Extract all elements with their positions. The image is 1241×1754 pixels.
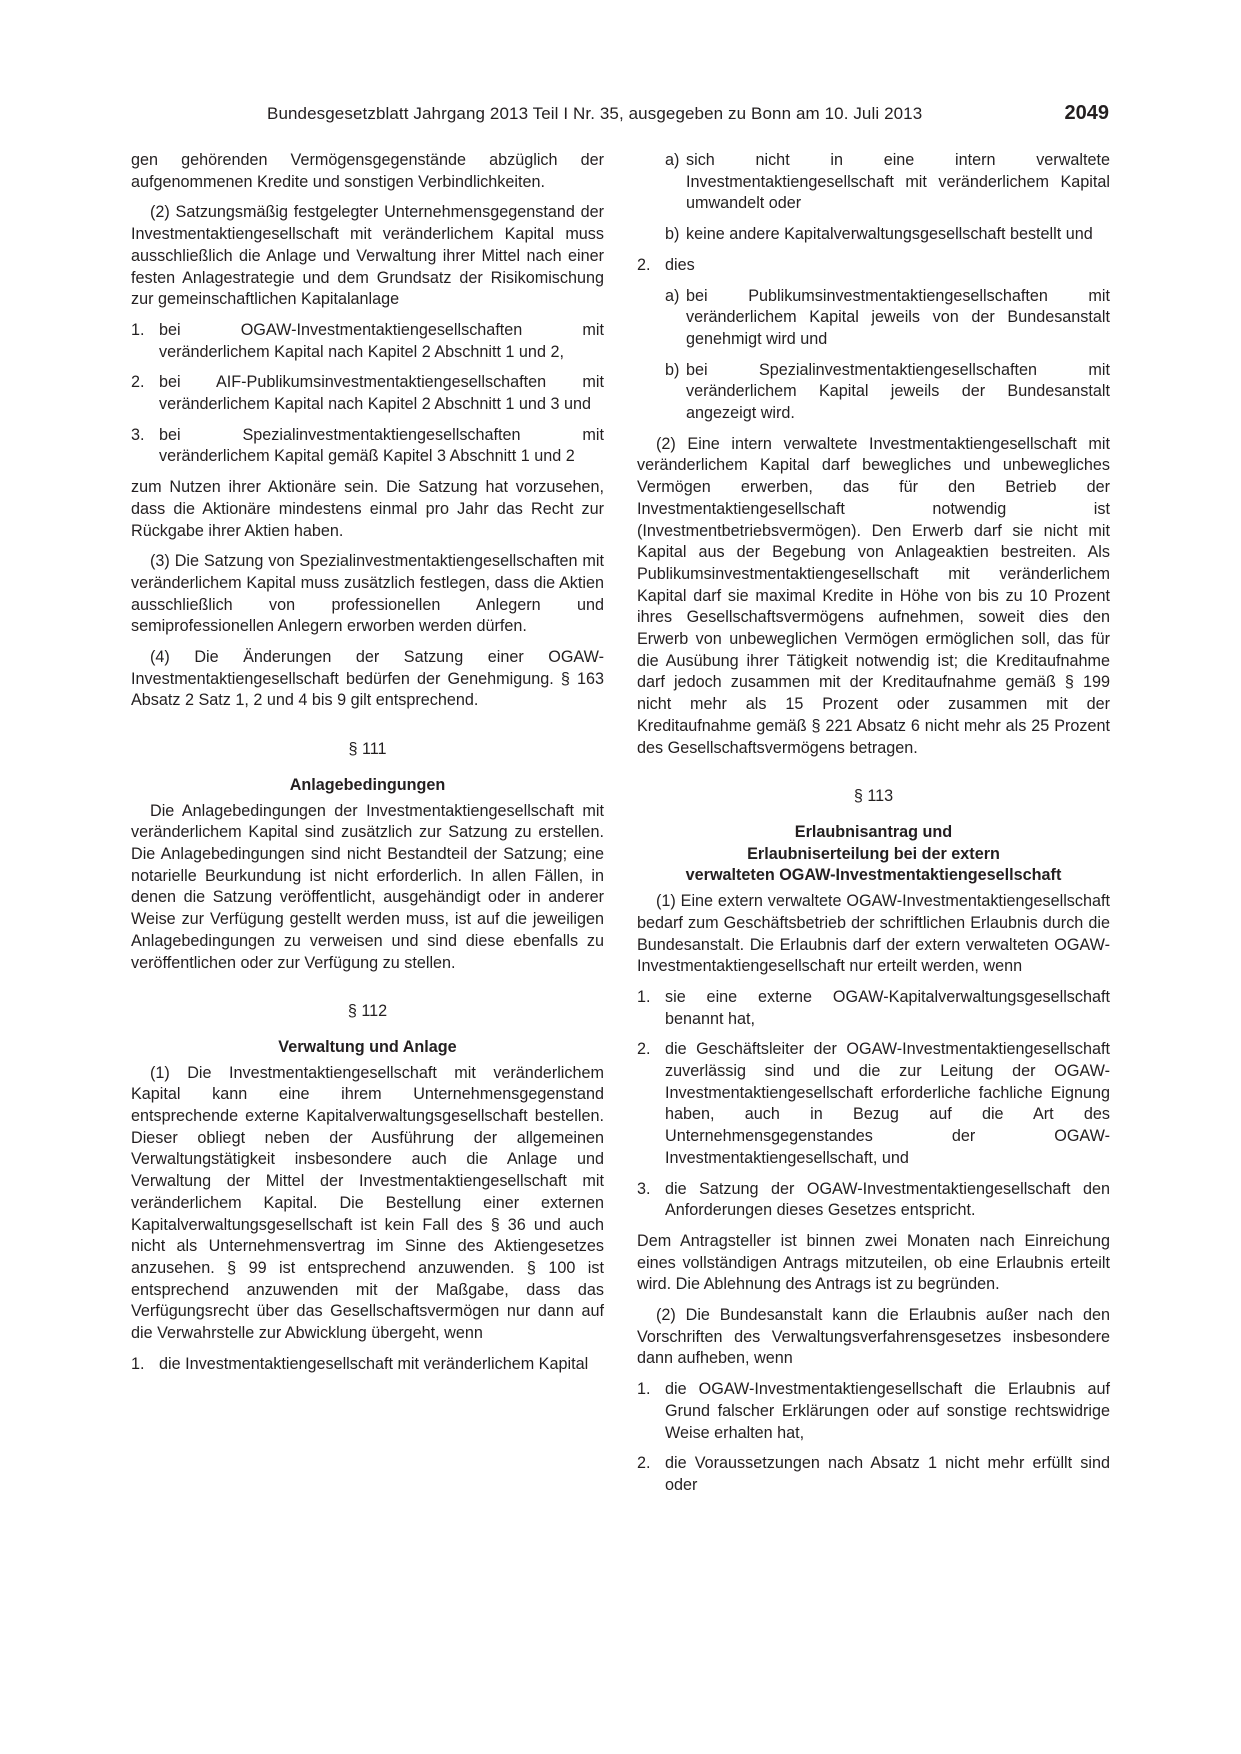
list-item <box>637 255 1110 277</box>
list-item <box>131 372 604 415</box>
sub-list-item-text: bei Publikumsinvestmentaktiengesellschaften mit veränderlichem Kapital jeweils von der Bundesanstalt genehmigt wird und <box>686 286 1110 348</box>
list-item-number: 2. <box>637 255 651 274</box>
list-item-text: die OGAW-Investmentaktiengesellschaft die Erlaubnis auf Grund falscher Erklärungen oder auf sonstige rechtswidrige Weise erhalten hat, <box>665 1380 1110 1442</box>
section-title-line: Erlaubnisantrag und <box>794 822 953 841</box>
sub-list-item-letter: b) <box>665 360 680 379</box>
paragraph: Die Anlagebedingungen der Investmentaktiengesellschaft mit veränderlichem Kapital sind zusätzlich zur Satzung zu erstellen. Die Anlagebedingungen sind nicht Bestandteil der Satzung; eine notarielle Beurkundung ist nicht erforderlich. In allen Fällen, in denen die Satzung veröffentlicht, ausgehändigt oder in anderer Weise zur Verfügung gestellt werden muss, ist auf die jeweiligen Anlagebedingungen zu verweisen und sind diese ebenfalls zu veröffentlichen oder zur Verfügung zu stellen. <box>131 801 604 972</box>
paragraph: (1) Die Investmentaktiengesellschaft mit veränderlichem Kapital kann eine ihrem Unternehmensgegenstand entsprechende externe Kapitalverwaltungsgesellschaft bestellen. Dieser obliegt neben der Ausführung der allgemeinen Verwaltungstätigkeit insbesondere auch die Anlage und Verwaltung der Mittel der Investmentaktiengesellschaft mit veränderlichem Kapital. Die Bestellung einer externen Kapitalverwaltungsgesellschaft ist kein Fall des § 36 und auch nicht als Unternehmensvertrag im Sinne des Aktiengesetzes anzusehen. § 99 ist entsprechend anzuwenden. § 100 ist entsprechend anzuwenden mit der Maßgabe, dass das Verfügungsrecht über das Gesellschaftsvermögen nur dann auf die Verwahrstelle zur Abwicklung übergeht, wenn <box>131 1063 604 1343</box>
section-title-line: Erlaubniserteilung bei der extern <box>747 844 1000 863</box>
list-item-text: die Investmentaktiengesellschaft mit veränderlichem Kapital <box>159 1354 589 1373</box>
list-item-text: sie eine externe OGAW-Kapitalverwaltungsgesellschaft benannt hat, <box>665 987 1110 1028</box>
sub-list-item-letter: a) <box>665 151 680 169</box>
left-column <box>131 150 604 1384</box>
sub-list-item <box>665 360 1110 425</box>
paragraph: (2) Satzungsmäßig festgelegter Unternehmensgegenstand der Investmentaktiengesellschaft mit veränderlichem Kapital muss ausschließlich die Anlage und Verwaltung ihrer Mittel nach einer festen Anlagestrategie und dem Grundsatz der Risikomischung zur gemeinschaftlichen Kapitalanlage <box>131 203 604 309</box>
paragraph: (2) Eine intern verwaltete Investmentaktiengesellschaft mit veränderlichem Kapital darf bewegliches und unbewegliches Vermögen erwerben, das für den Betrieb der Investmentaktiengesellschaft notwendig ist (Investmentbetriebsvermögen). Den Erwerb darf sie nicht mit Kapital aus der Begebung von Anlageaktien bestreiten. Als Publikumsinvestmentaktiengesellschaft mit veränderlichem Kapital darf sie maximal Kredite in Höhe von bis zu 10 Prozent ihres Gesellschaftsvermögens aufnehmen, soweit dies den Erwerb von unbeweglichen Vermögen ermöglichen soll, das für die Ausübung ihrer Tätigkeit notwendig ist; die Kreditaufnahme darf jedoch zusammen mit der Kreditaufnahme gemäß § 199 nicht mehr als 15 Prozent oder zusammen mit der Kreditaufnahme gemäß § 221 Absatz 6 nicht mehr als 25 Prozent des Gesellschaftsvermögens betragen. <box>637 434 1110 757</box>
section-title-line: verwalteten OGAW-Investmentaktiengesellschaft <box>685 866 1062 885</box>
list-item <box>131 320 604 363</box>
running-header-title: Bundesgesetzblatt Jahrgang 2013 Teil I Nr. 35, ausgegeben zu Bonn am 10. Juli 2013 <box>267 104 923 123</box>
list-item-text: die Satzung der OGAW-Investmentaktiengesellschaft den Anforderungen dieses Gesetzes entspricht. <box>665 1179 1110 1220</box>
section-title: Anlagebedingungen <box>289 775 446 794</box>
paragraph: gen gehörenden Vermögensgegenstände abzüglich der aufgenommenen Kredite und sonstigen Verbindlichkeiten. <box>131 151 604 191</box>
list-item-number: 1. <box>131 320 145 339</box>
list-item-text: dies <box>665 255 695 274</box>
list-item-number: 1. <box>637 987 651 1006</box>
sub-list-item <box>665 286 1110 351</box>
list-item-text: bei Spezialinvestmentaktiengesellschaften mit veränderlichem Kapital gemäß Kapitel 3 Abschnitt 1 und 2 <box>159 425 604 466</box>
list-item-number: 3. <box>637 1179 651 1198</box>
section-number: § 111 <box>348 740 387 759</box>
list-item-number: 2. <box>131 373 145 392</box>
list-item-text: die Voraussetzungen nach Absatz 1 nicht mehr erfüllt sind oder <box>665 1454 1110 1494</box>
paragraph: (1) Eine extern verwaltete OGAW-Investmentaktiengesellschaft bedarf zum Geschäftsbetrieb der schriftlichen Erlaubnis durch die Bundesanstalt. Die Erlaubnis darf der extern verwalteten OGAW-Investmentaktiengesellschaft nur erteilt werden, wenn <box>637 892 1110 976</box>
page-header <box>130 102 1109 132</box>
list-item-number: 2. <box>637 1040 651 1059</box>
list-item <box>131 425 604 468</box>
list-item <box>131 1354 604 1376</box>
list-item <box>637 1039 1110 1169</box>
section-number: § 112 <box>347 1002 388 1021</box>
paragraph: (4) Die Änderungen der Satzung einer OGAW-Investmentaktiengesellschaft bedürfen der Genehmigung. § 163 Absatz 2 Satz 1, 2 und 4 bis 9 gilt entsprechend. <box>131 648 604 710</box>
list-item <box>637 1379 1110 1444</box>
paragraph: (2) Die Bundesanstalt kann die Erlaubnis außer nach den Vorschriften des Verwaltungsverfahrensgesetzes insbesondere dann aufheben, wenn <box>637 1306 1110 1368</box>
list-item-number: 1. <box>637 1380 651 1399</box>
list-item <box>637 987 1110 1030</box>
list-item-text: bei OGAW-Investmentaktiengesellschaften mit veränderlichem Kapital nach Kapitel 2 Abschnitt 1 und 2, <box>159 320 604 361</box>
list-item-number: 2. <box>637 1454 651 1473</box>
sub-list-item-letter: a) <box>665 286 680 305</box>
paragraph: (3) Die Satzung von Spezialinvestmentaktiengesellschaften mit veränderlichem Kapital muss zusätzlich festlegen, dass die Aktien ausschließlich von professionellen Anlegern und semiprofessionellen Anlegern erworben werden dürfen. <box>131 552 604 636</box>
list-item-number: 1. <box>131 1354 145 1373</box>
list-item-text: die Geschäftsleiter der OGAW-Investmentaktiengesellschaft zuverlässig sind und die zur Leitung der OGAW-Investmentaktiengesellschaft erforderliche fachliche Eignung haben, auch in Bezug auf die Art des Unternehmensgegenstandes der OGAW-Investmentaktiengesellschaft, und <box>665 1040 1110 1167</box>
list-item-text: bei AIF-Publikumsinvestmentaktiengesellschaften mit veränderlichem Kapital nach Kapitel 2 Abschnitt 1 und 3 und <box>159 373 604 414</box>
section-number: § 113 <box>853 787 894 806</box>
paragraph: zum Nutzen ihrer Aktionäre sein. Die Satzung hat vorzusehen, dass die Aktionäre mindestens einmal pro Jahr das Recht zur Rückgabe ihrer Aktien haben. <box>131 478 604 540</box>
section-title: Verwaltung und Anlage <box>278 1037 457 1056</box>
list-item-number: 3. <box>131 425 145 444</box>
list-item <box>637 1453 1110 1496</box>
right-column <box>637 150 1110 1506</box>
page-number: 2049 <box>1064 102 1109 124</box>
list-item <box>637 1179 1110 1222</box>
sub-list-item-text: sich nicht in eine intern verwaltete Investmentaktiengesellschaft mit veränderlichem Kapital umwandelt oder <box>686 151 1110 213</box>
paragraph: Dem Antragsteller ist binnen zwei Monaten nach Einreichung eines vollständigen Antrags mitzuteilen, ob eine Erlaubnis erteilt wird. Die Ablehnung des Antrags ist zu begründen. <box>637 1231 1110 1294</box>
sub-list-item-text: keine andere Kapitalverwaltungsgesellschaft bestellt und <box>686 225 1093 244</box>
sub-list-item <box>665 150 1110 215</box>
sub-list-item-text: bei Spezialinvestmentaktiengesellschaften mit veränderlichem Kapital jeweils der Bundesanstalt angezeigt wird. <box>686 360 1110 423</box>
sub-list-item-letter: b) <box>665 225 680 244</box>
sub-list-item <box>665 224 1110 246</box>
